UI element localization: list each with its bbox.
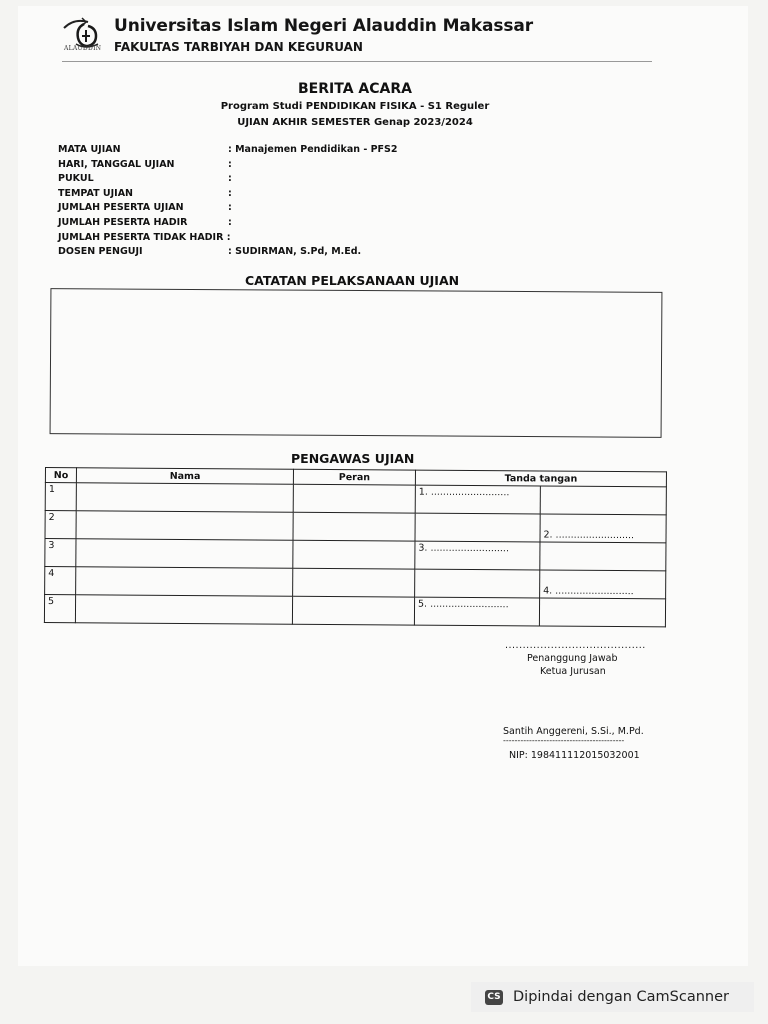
row-sign-right: 4. ..........................	[540, 570, 666, 599]
faculty-name: FAKULTAS TARBIYAH DAN KEGURUAN	[114, 40, 363, 54]
row-sign-left: 3. ..........................	[415, 541, 540, 570]
document-title: BERITA ACARA	[298, 81, 412, 97]
row-sign-left	[415, 569, 540, 598]
row-sign-right	[540, 542, 666, 571]
info-label: DOSEN PENGUJI	[58, 246, 143, 258]
table-row	[45, 511, 666, 543]
row-sign-right	[539, 598, 665, 627]
header-peran: Peran	[293, 469, 415, 485]
header-divider	[62, 61, 652, 62]
info-row-peserta-hadir	[58, 216, 498, 231]
exam-info	[58, 143, 498, 260]
row-nama	[76, 567, 293, 597]
row-nama	[76, 511, 293, 541]
row-sign-right: 2. ..........................	[540, 514, 666, 543]
program-subtitle: Program Studi PENDIDIKAN FISIKA - S1 Reguler	[220, 101, 490, 112]
signature-position: Ketua Jurusan	[540, 666, 606, 677]
info-row-pukul	[58, 172, 498, 187]
row-no: 2	[45, 511, 76, 539]
catatan-box	[50, 288, 663, 438]
info-value: :	[228, 173, 232, 185]
logo-caption: ALAUDDIN	[64, 45, 102, 52]
signatory-nip: NIP: 198411112015032001	[509, 750, 640, 761]
pengawas-title: PENGAWAS UJIAN	[291, 451, 415, 466]
pengawas-table	[44, 467, 667, 627]
info-label: MATA UJIAN	[58, 144, 121, 155]
camscanner-text: Dipindai dengan CamScanner	[513, 989, 730, 1005]
row-nama	[76, 539, 293, 569]
info-row-peserta-tidak-hadir	[58, 231, 498, 246]
signature-line: ------------------------------------------	[503, 736, 625, 745]
exam-subtitle: UJIAN AKHIR SEMESTER Genap 2023/2024	[237, 117, 473, 128]
info-row-dosen-penguji	[58, 245, 498, 260]
camscanner-badge	[471, 982, 754, 1012]
row-nama	[76, 483, 293, 513]
signatory-name: Santih Anggereni, S.Si., M.Pd.	[503, 726, 644, 737]
row-sign-right	[540, 486, 666, 515]
row-no: 3	[45, 539, 76, 567]
info-value: :	[228, 202, 232, 214]
table-row	[45, 539, 666, 571]
info-value: : SUDIRMAN, S.Pd, M.Ed.	[228, 246, 362, 258]
table-row	[45, 567, 666, 599]
header-nama: Nama	[77, 468, 294, 485]
info-label: HARI, TANGGAL UJIAN	[58, 158, 175, 170]
camscanner-icon: CS	[485, 990, 503, 1005]
row-no: 4	[45, 567, 76, 595]
info-row-hari-tanggal	[58, 158, 498, 173]
row-no: 1	[45, 483, 76, 511]
signature-role: Penanggung Jawab	[527, 653, 618, 664]
info-label: TEMPAT UJIAN	[58, 187, 134, 199]
info-label: JUMLAH PESERTA TIDAK HADIR :	[58, 231, 231, 243]
info-label: PUKUL	[58, 173, 94, 185]
header-tanda-tangan: Tanda tangan	[415, 470, 666, 487]
row-peran	[292, 596, 414, 625]
row-sign-left: 5. ..........................	[414, 597, 539, 626]
row-peran	[293, 512, 415, 541]
row-nama	[76, 595, 293, 625]
info-value: :	[228, 158, 232, 170]
row-no: 5	[44, 595, 75, 623]
info-label: JUMLAH PESERTA UJIAN	[58, 202, 184, 214]
row-sign-left: 1. ..........................	[415, 485, 540, 514]
row-sign-left	[415, 513, 540, 542]
row-peran	[293, 540, 415, 569]
info-value: :	[228, 216, 232, 228]
info-row-tempat	[58, 187, 498, 202]
info-row-mata-ujian	[58, 143, 498, 158]
info-row-jumlah-peserta	[58, 201, 498, 216]
signature-dots: ........................................	[505, 640, 646, 651]
table-row	[45, 483, 666, 515]
info-value: :	[228, 187, 232, 199]
university-name: Universitas Islam Negeri Alauddin Makassar	[114, 16, 534, 36]
catatan-title: CATATAN PELAKSANAAN UJIAN	[245, 273, 460, 288]
info-value: : Manajemen Pendidikan - PFS2	[228, 144, 398, 155]
row-peran	[293, 484, 415, 513]
table-row	[44, 595, 665, 627]
info-label: JUMLAH PESERTA HADIR	[58, 216, 188, 228]
header-no: No	[45, 468, 76, 483]
row-peran	[293, 568, 415, 597]
